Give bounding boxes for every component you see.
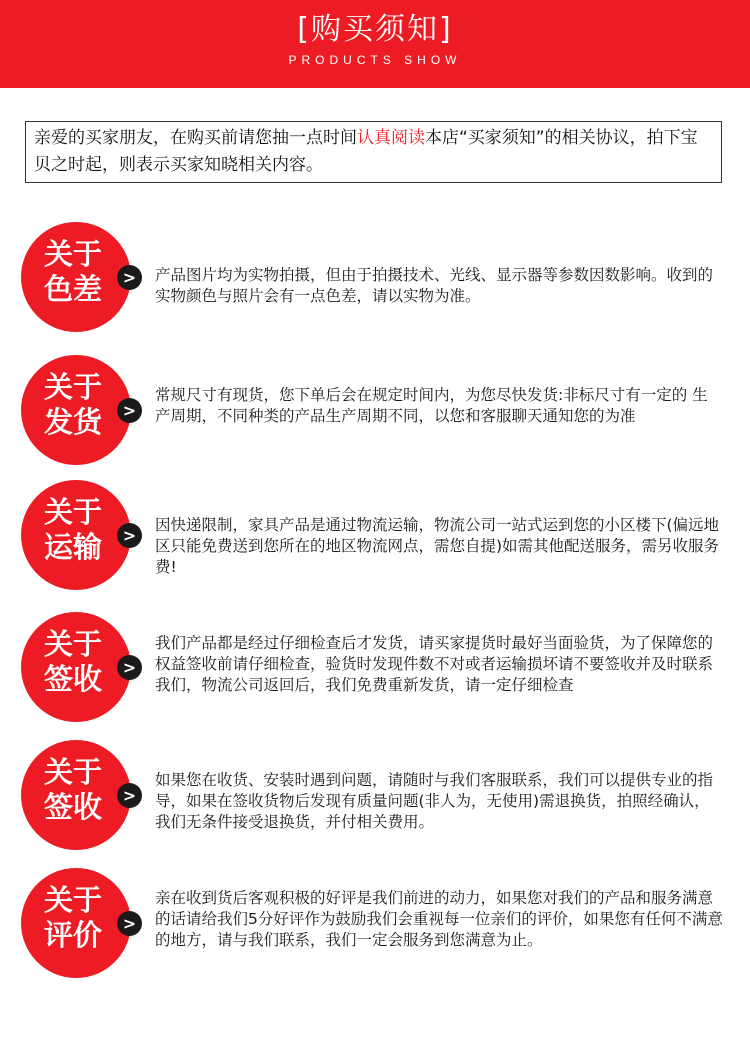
chevron-right-icon: > <box>117 783 142 808</box>
section-text: 亲在收到货后客观积极的好评是我们前进的动力，如果您对我们的产品和服务满意的话请给我们5分好评作为鼓励我们会重视每一位亲们的评价，如果您有任何不满意的地方，请与我们联系，我们一定会服务到您满意为止。 <box>155 889 723 949</box>
header-subtitle: PRODUCTS SHOW <box>288 53 462 67</box>
section-color-difference <box>0 222 750 334</box>
badge-line2: 发货 <box>43 405 102 439</box>
section-badge <box>21 480 131 590</box>
badge-line1: 关于 <box>43 755 102 789</box>
header-title: [购买须知] <box>297 12 453 47</box>
chevron-right-icon: > <box>117 265 142 290</box>
badge-line1: 关于 <box>43 883 102 917</box>
badge-line1: 关于 <box>43 370 102 404</box>
badge-line2: 运输 <box>43 530 102 564</box>
chevron-right-icon: > <box>117 523 142 548</box>
badge-line2: 签收 <box>43 662 102 696</box>
section-receipt <box>0 612 750 724</box>
badge-line2: 评价 <box>43 918 102 952</box>
badge-line1: 关于 <box>43 495 102 529</box>
notice-highlight: 认真阅读 <box>357 128 425 148</box>
section-text: 因快递限制，家具产品是通过物流运输，物流公司一站式运到您的小区楼下(偏远地区只能免费送到您所在的地区物流网点，需您自提)如需其他配送服务，需另收服务费! <box>155 516 720 576</box>
section-text: 我们产品都是经过仔细检查后才发货，请买家提货时最好当面验货，为了保障您的权益签收前请仔细检查，验货时发现件数不对或者运输损坏请不要签收并及时联系我们，物流公司返回后，我们免费重新发货，请一定仔细检查 <box>155 634 714 694</box>
section-transport <box>0 480 750 592</box>
section-review <box>0 868 750 980</box>
header-banner <box>0 0 750 88</box>
chevron-right-icon: > <box>117 911 142 936</box>
notice-box <box>25 121 722 183</box>
section-text: 如果您在收货、安装时遇到问题，请随时与我们客服联系，我们可以提供专业的指导，如果在签收货物后发现有质量问题(非人为，无使用)需退换货，拍照经确认，我们无条件接受退换货，并付相关费用。 <box>155 771 714 831</box>
badge-line2: 签收 <box>43 790 102 824</box>
notice-text-rest: 本店“买家须知”的相关协议，拍下宝贝之时起，则表示买家知晓相关内容。 <box>34 128 698 175</box>
section-badge <box>21 222 131 332</box>
badge-line2: 色差 <box>43 272 102 306</box>
chevron-right-icon: > <box>117 398 142 423</box>
section-shipping <box>0 355 750 467</box>
section-text: 常规尺寸有现货，您下单后会在规定时间内，为您尽快发货:非标尺寸有一定的 生产周期，不同种类的产品生产周期不同，以您和客服聊天通知您的为准 <box>155 386 708 425</box>
section-badge <box>21 612 131 722</box>
badge-line1: 关于 <box>43 627 102 661</box>
section-badge <box>21 355 131 465</box>
section-badge <box>21 868 131 978</box>
section-badge <box>21 740 131 850</box>
section-text: 产品图片均为实物拍摄，但由于拍摄技术、光线、显示器等参数因数影响。收到的实物颜色与照片会有一点色差，请以实物为准。 <box>155 266 714 305</box>
chevron-right-icon: > <box>117 655 142 680</box>
badge-line1: 关于 <box>43 237 102 271</box>
notice-text: 亲爱的买家朋友，在购买前请您抽一点时间 <box>34 128 357 148</box>
section-receipt-service <box>0 740 750 852</box>
